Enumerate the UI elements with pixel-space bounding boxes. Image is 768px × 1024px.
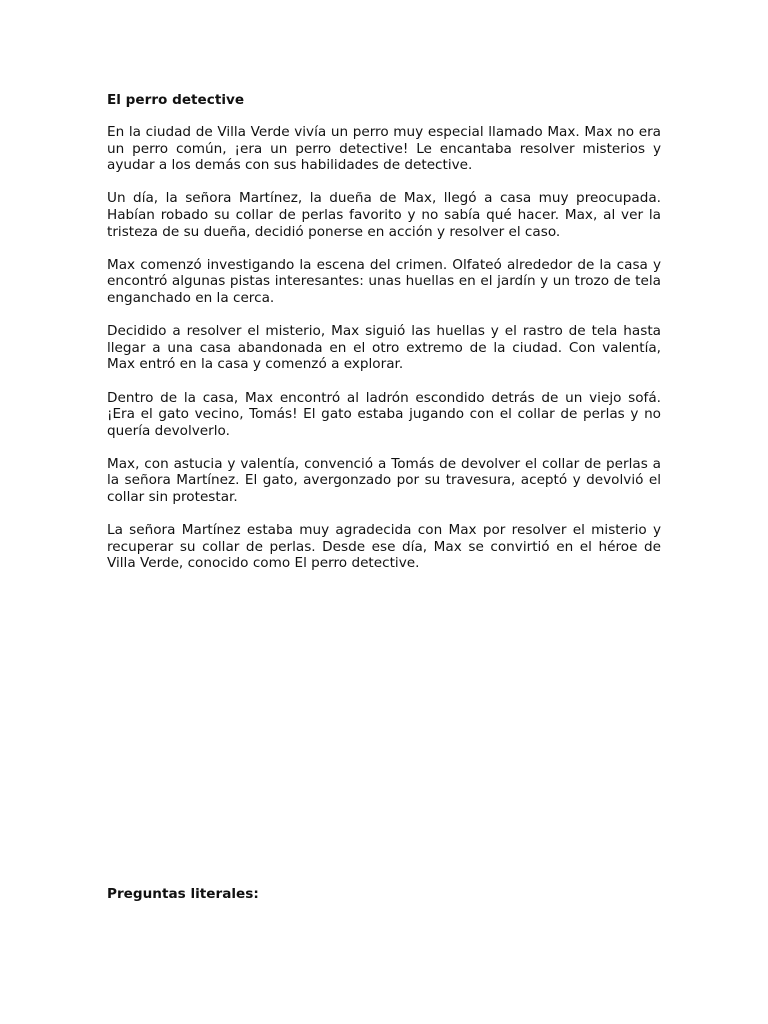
story-paragraph: Max comenzó investigando la escena del crimen. Olfateó alrededor de la casa y encontró algunas pistas interesantes: unas huellas en el jardín y un trozo de tela enganchado en la cerca. bbox=[107, 256, 661, 306]
story-paragraph: Decidido a resolver el misterio, Max siguió las huellas y el rastro de tela hasta llegar a una casa abandonada en el otro extremo de la ciudad. Con valentía, Max entró en la casa y comenzó a explorar. bbox=[107, 323, 661, 373]
story-paragraph: Un día, la señora Martínez, la dueña de Max, llegó a casa muy preocupada. Habían robado su collar de perlas favorito y no sabía qué hacer. Max, al ver la tristeza de su dueña, decidió ponerse en acción y resolver el caso. bbox=[107, 190, 661, 240]
story-paragraph: Max, con astucia y valentía, convenció a Tomás de devolver el collar de perlas a la señora Martínez. El gato, avergonzado por su travesura, aceptó y devolvió el collar sin protestar. bbox=[107, 455, 661, 506]
questions-heading: Preguntas literales: bbox=[107, 886, 259, 902]
story-paragraph: En la ciudad de Villa Verde vivía un perro muy especial llamado Max. Max no era un perro común, ¡era un perro detective! Le encantaba resolver misterios y ayudar a los demás con sus habilidades de detective. bbox=[107, 124, 661, 174]
story-body bbox=[107, 91, 661, 589]
story-paragraph: Dentro de la casa, Max encontró al ladrón escondido detrás de un viejo sofá. ¡Era el gato vecino, Tomás! El gato estaba jugando con el collar de perlas y no quería devolverlo. bbox=[107, 389, 661, 439]
story-title: El perro detective bbox=[107, 92, 245, 108]
story-paragraph: La señora Martínez estaba muy agradecida con Max por resolver el misterio y recuperar su collar de perlas. Desde ese día, Max se convirtió en el héroe de Villa Verde, conocido como El perro detective. bbox=[107, 522, 661, 572]
